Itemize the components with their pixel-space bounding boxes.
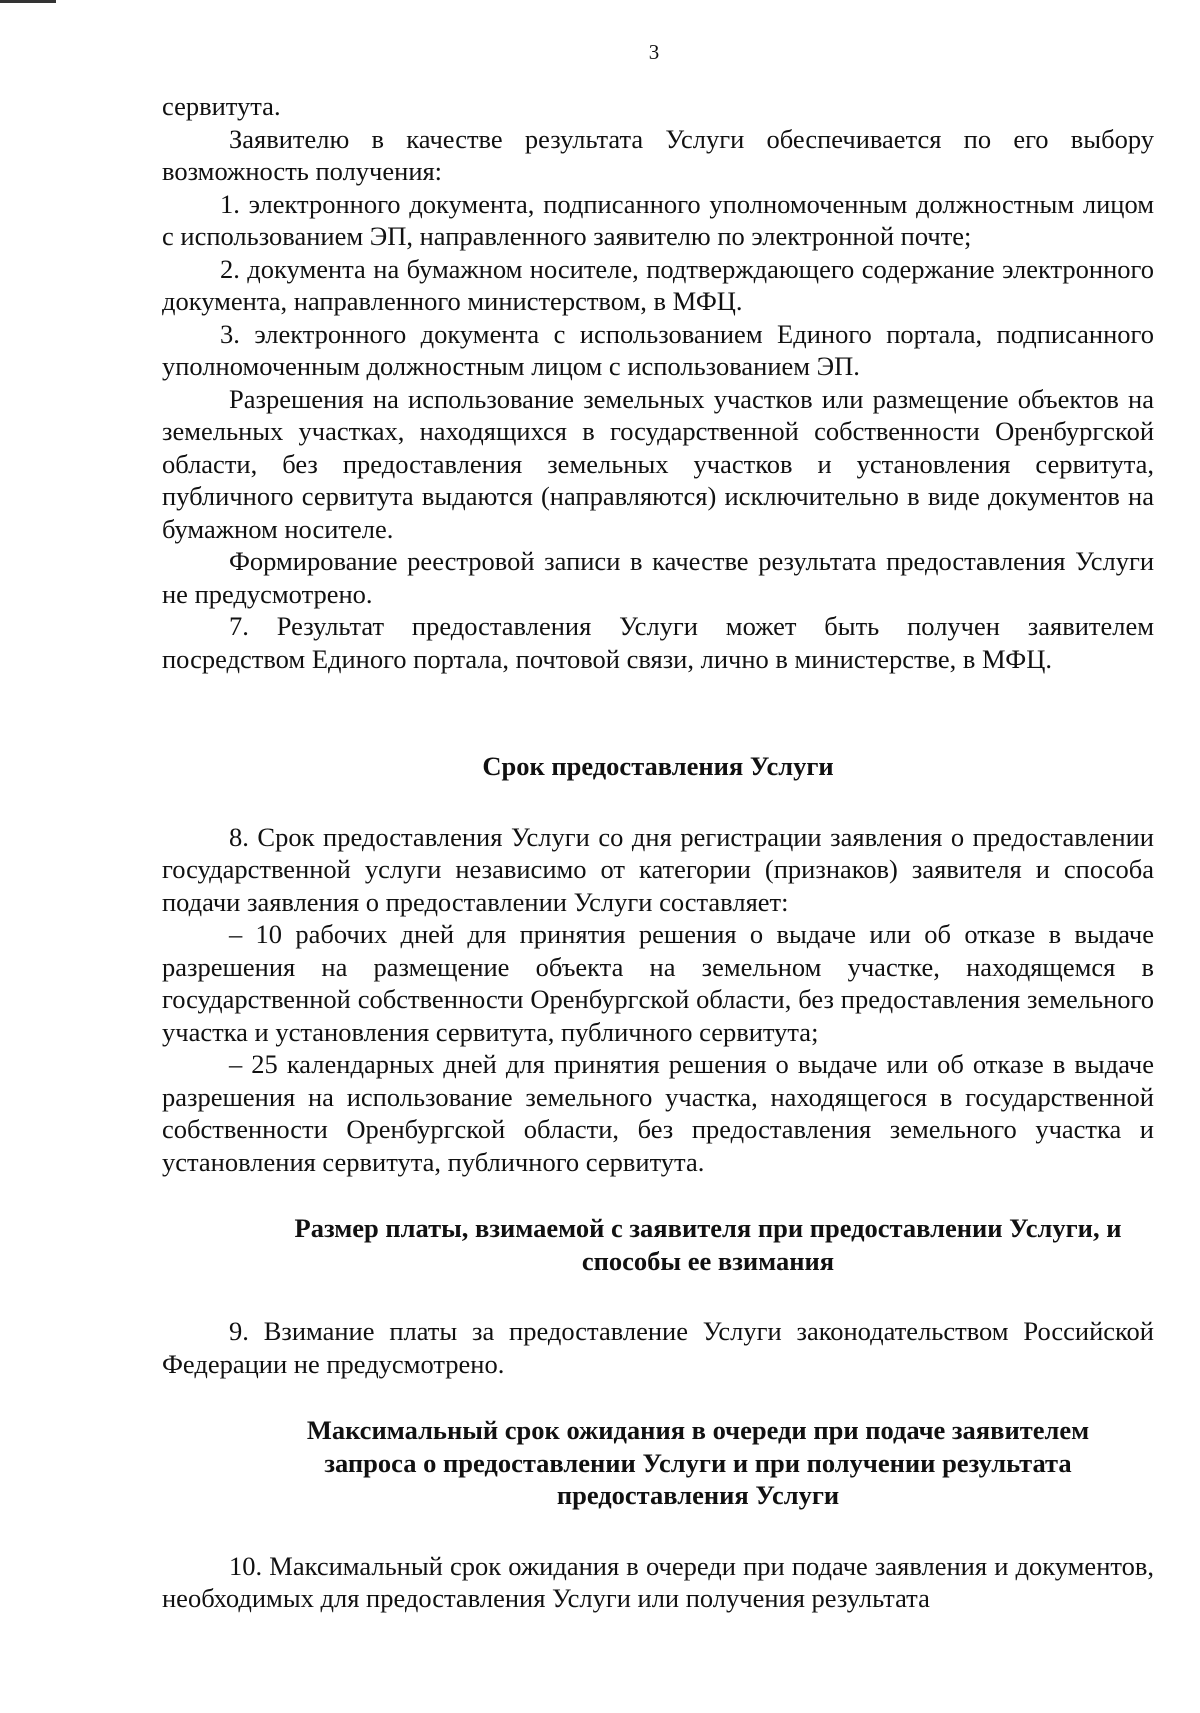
list-item: 1. электронного документа, подписанного уполномоченным должностным лицом с использованием ЭП, направленного заявителю по электронной почте; [162,188,1154,251]
list-item: – 25 календарных дней для принятия решения о выдаче или об отказе в выдаче разрешения на использование земельного участка, находящегося в государственной собственности Оренбургской области, без предоставления земельного участка и установления сервитута, публичного сервитута. [162,1049,1154,1177]
paragraph: Формирование реестровой записи в качестве результата предоставления Услуги не предусмотрено. [162,546,1154,609]
paragraph: 7. Результат предоставления Услуги может быть получен заявителем посредством Единого портала, почтовой связи, лично в министерстве, в МФЦ. [162,611,1154,674]
list-item: 3. электронного документа с использованием Единого портала, подписанного уполномоченным должностным лицом с использованием ЭП. [162,318,1154,381]
section-heading-line: предоставления Услуги [556,1480,840,1510]
paragraph: Заявителю в качестве результата Услуги обеспечивается по его выбору возможность получения: [162,123,1154,186]
section-heading [162,1212,1154,1277]
paragraph: 9. Взимание платы за предоставление Услуги законодательством Российской Федерации не предусмотрено. [162,1316,1154,1379]
section-heading-line: Максимальный срок ожидания в очереди при подаче заявителем [306,1415,1090,1445]
scan-corner-mark [0,0,56,3]
list-item: 2. документа на бумажном носителе, подтверждающего содержание электронного документа, направленного министерством, в МФЦ. [162,253,1154,316]
page-number: 3 [648,40,660,64]
paragraph: 10. Максимальный срок ожидания в очереди при подаче заявления и документов, необходимых для предоставления Услуги или получения результата [162,1550,1154,1613]
section-heading-line: способы ее взимания [581,1245,835,1276]
section-heading-line: Размер платы, взимаемой с заявителя при предоставлении Услуги, и [294,1213,1122,1243]
section-heading [162,1414,1154,1512]
paragraph: Разрешения на использование земельных участков или размещение объектов на земельных участках, находящихся в государственной собственности Оренбургской области, без предоставления земельных участков и установления сервитута, публичного сервитута выдаются (направляются) исключительно в виде документов на бумажном носителе. [162,383,1154,544]
paragraph: 8. Срок предоставления Услуги со дня регистрации заявления о предоставлении государственной услуги независимо от категории (признаков) заявителя и способа подачи заявления о предоставлении Услуги составляет: [162,821,1154,917]
list-item: – 10 рабочих дней для принятия решения о выдаче или об отказе в выдаче разрешения на размещение объекта на земельном участке, находящемся в государственной собственности Оренбургской области, без предоставления земельного участка и установления сервитута, публичного сервитута; [162,919,1154,1047]
paragraph: сервитута. [162,91,281,121]
section-heading: Срок предоставления Услуги [482,751,834,781]
document-body [162,90,1154,1615]
section-heading-line: запроса о предоставлении Услуги и при получении результата [324,1447,1072,1478]
